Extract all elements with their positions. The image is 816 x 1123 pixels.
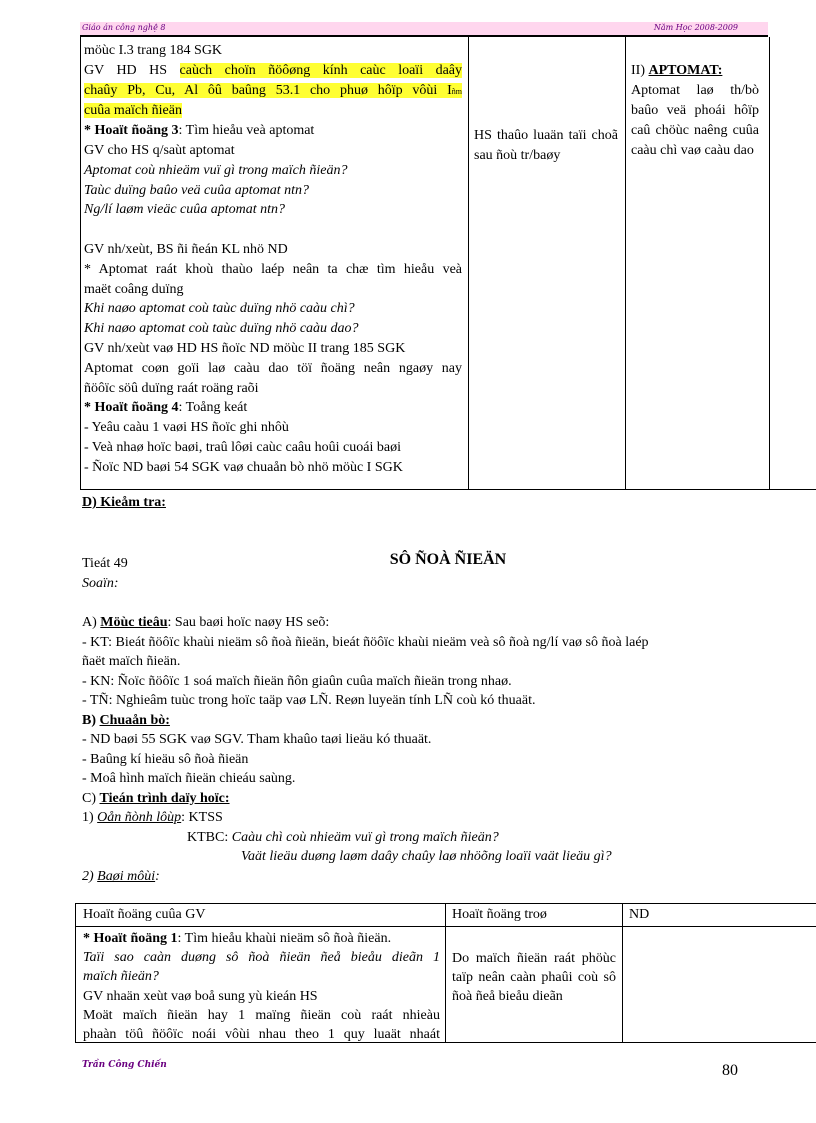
col-header-student: Hoaït ñoäng troø <box>452 907 547 922</box>
question: Khi naøo aptomat coù taùc duïng nhö caàu chì? <box>84 301 355 317</box>
top-table <box>80 37 816 490</box>
question: Khi naøo aptomat coù taùc duïng nhö caàu dao? <box>84 321 359 337</box>
text-line <box>84 81 462 102</box>
header-left: Giáo án công nghệ 8 <box>82 23 166 32</box>
student-activity-cell: Do maïch ñieän raát phöùc taïp neân caàn phaûi coù sô ñoà ñeå bieåu dieãn <box>452 951 616 1005</box>
process-heading: C) Tieán trình daïy hoïc: <box>82 791 230 806</box>
ktbc-question: Vaät lieäu duøng laøm daây chaûy laø nhöõng loaïi vaät lieäu gì? <box>241 849 612 864</box>
footer-author: Trần Công Chiến <box>82 1060 167 1070</box>
content-cell <box>631 61 759 161</box>
text-line: GV nhaän xeùt vaø boå sung yù kieán HS <box>83 988 318 1004</box>
prepared-label: Soaïn: <box>82 576 119 591</box>
text-line: ñöôïc söû duïng raát roäng raõi <box>84 380 259 396</box>
table-divider <box>769 37 770 489</box>
page-number: 80 <box>722 1062 738 1079</box>
activity-table <box>75 903 816 1043</box>
table-divider <box>622 904 623 1042</box>
highlight: caùch choïn ñöôøng kính caùc loaïi daây <box>179 62 462 78</box>
text-line: GV HD HS caùch choïn ñöôøng kính caùc loaïi daây <box>84 62 462 78</box>
teacher-activity-cell <box>83 929 440 1044</box>
preparation-line: - ND baøi 55 SGK vaø SGV. Tham khaûo taøi lieäu kó thuaät. <box>82 732 432 747</box>
student-activity-cell: HS thaûo luaän taïi choã sau ñoù tr/baøy <box>474 128 618 163</box>
content-text: Aptomat laø th/bò baûo veä phoái hôïp caû chöùc naêng cuûa caàu chì vaø caàu dao <box>631 83 759 158</box>
question: Taïi sao caàn duøng sô ñoà ñieän ñeå bieåu dieãn 1 <box>83 950 440 966</box>
teacher-activity-cell <box>84 41 462 478</box>
question: Aptomat coù nhieäm vuï gì trong maïch ñieän? <box>84 162 348 178</box>
question: Taùc duïng baûo veä cuûa aptomat ntn? <box>84 182 310 198</box>
question: Ng/lí laøm vieäc cuûa aptomat ntn? <box>84 202 286 218</box>
activity-heading: * Hoaït ñoäng 1: Tìm hieåu khaùi nieäm sô ñoà ñieän. <box>83 931 392 946</box>
text-line <box>84 101 462 121</box>
highlight: cuûa maïch ñieän <box>84 103 182 119</box>
preparation-line: - Baûng kí hieäu sô ñoà ñieän <box>82 752 249 767</box>
text-line: GV nh/xeùt, BS ñi ñeán KL nhö ND <box>84 241 288 257</box>
text-line: phaàn töû ñöôïc noái vôùi nhau theo 1 quy luaät nhaát <box>83 1027 440 1043</box>
ktbc-line: KTBC: Caàu chì coù nhieäm vuï gì trong maïch ñieän? <box>187 830 499 845</box>
question: maïch ñieän? <box>83 969 159 985</box>
objective-line: - KN: Ñoïc ñöôïc 1 soá maïch ñieän ñôn giaûn cuûa maïch ñieän trong nhaø. <box>82 674 512 689</box>
highlight: chaûy Pb, Cu, Al ôû baûng 53.1 cho phuø hôïp vôùi Iñm <box>84 82 462 98</box>
text-line: möùc I.3 trang 184 SGK <box>84 43 223 58</box>
text-line: GV cho HS q/saùt aptomat <box>84 142 235 158</box>
process-step-1: 1) Oån ñònh lôùp: KTSS <box>82 810 223 825</box>
page-header <box>80 22 768 37</box>
text-line: - Veà nhaø hoïc baøi, traû lôøi caùc caâu hoûi cuoái baøi <box>84 439 401 455</box>
objective-line: ñaët maïch ñieän. <box>82 654 181 669</box>
section-title: II) APTOMAT: <box>631 63 723 78</box>
text-line: Moät maïch ñieän hay 1 maïng ñieän coù raát nhieàu <box>83 1007 440 1023</box>
col-header-teacher: Hoaït ñoäng cuûa GV <box>83 907 206 922</box>
table-divider <box>625 37 626 489</box>
activity-heading: * Hoaït ñoäng 3: Tìm hieåu veà aptomat <box>84 123 315 139</box>
text-line: Aptomat coøn goïi laø caàu dao töï ñoäng neân ngaøy nay <box>84 360 462 376</box>
objective-line: - KT: Bieát ñöôïc khaùi nieäm sô ñoà ñieän, bieát ñöôïc khaùi nieäm veà sô ñoà ng/lí vaø sô ñoà laép <box>82 635 649 650</box>
process-step-2: 2) Baøi môùi: <box>82 869 160 884</box>
activity-heading: * Hoaït ñoäng 4: Toång keát <box>84 400 248 416</box>
table-header-rule <box>76 926 816 927</box>
lesson-title: SÔ ÑOÀ ÑIEÄN <box>389 551 507 568</box>
header-right: Năm Học 2008-2009 <box>653 23 738 32</box>
text-line: GV nh/xeùt vaø HD HS ñoïc ND möùc II trang 185 SGK <box>84 340 406 356</box>
text-line: maët coâng duïng <box>84 281 184 297</box>
objective-line: - TÑ: Nghieâm tuùc trong hoïc taäp vaø LÑ. Reøn luyeän tính LÑ coù kó thuaät. <box>82 693 536 708</box>
text-line: * Aptomat raát khoù thaùo laép neân ta chæ tìm hieåu veà <box>84 261 462 277</box>
text-line: - Ñoïc ND baøi 54 SGK vaø chuaån bò nhö möùc I SGK <box>84 459 403 475</box>
table-divider <box>468 37 469 489</box>
check-heading: D) Kieåm tra: <box>82 495 166 510</box>
col-header-content: ND <box>629 907 650 922</box>
lesson-number: Tieát 49 <box>82 556 128 571</box>
objectives-heading: A) Möùc tieâu: Sau baøi hoïc naøy HS seõ: <box>82 615 330 630</box>
preparation-line: - Moâ hình maïch ñieän chieáu saùng. <box>82 771 296 786</box>
table-divider <box>445 904 446 1042</box>
preparation-heading: B) Chuaån bò: <box>82 713 170 728</box>
text-line: - Yeâu caàu 1 vaøi HS ñoïc ghi nhôù <box>84 420 289 436</box>
